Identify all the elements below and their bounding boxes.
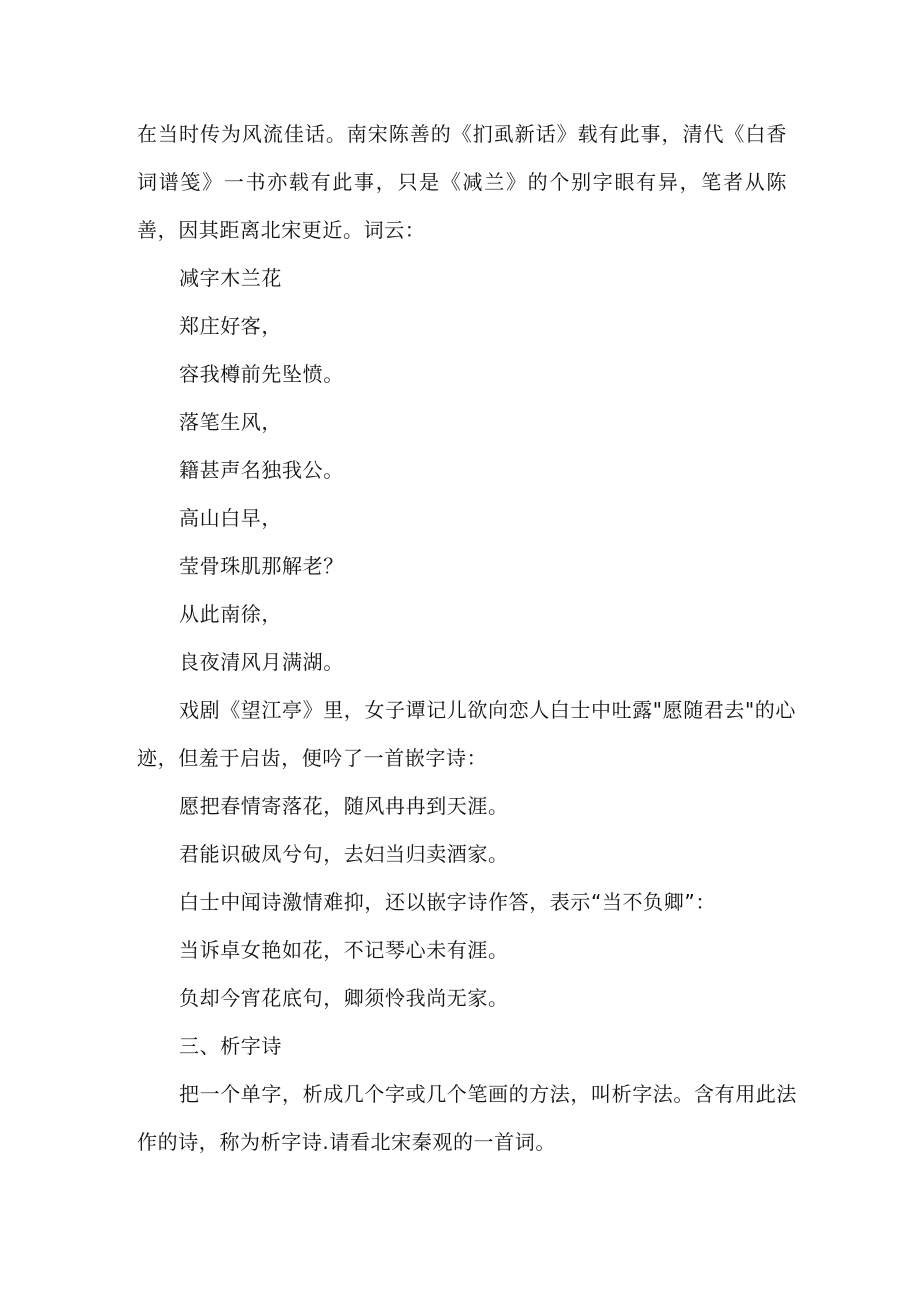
- poem-line: 籍甚声名独我公。: [179, 458, 344, 482]
- reply-poem-line: 当诉卓女艳如花，不记琴心未有涯。: [179, 938, 509, 962]
- poem-line: 郑庄好客，: [179, 314, 282, 338]
- paragraph-opera-line-1: 戏剧《望江亭》里，女子谭记儿欲向恋人白士中吐露"愿随君去"的心: [179, 698, 796, 722]
- poem-line: 从此南徐，: [179, 602, 282, 626]
- poem-line: 莹骨珠肌那解老？: [179, 554, 344, 578]
- paragraph-reply: 白士中闻诗激情难抑，还以嵌字诗作答，表示“当不负卿”：: [179, 890, 716, 914]
- poem-line: 容我樽前先坠愤。: [179, 362, 344, 386]
- paragraph-analysis-line-2: 作的诗，称为析字诗.请看北宋秦观的一首词。: [137, 1130, 556, 1154]
- reply-poem-line: 负却今宵花底句，卿须怜我尚无家。: [179, 986, 509, 1010]
- embedded-poem-line: 愿把春情寄落花，随风冉冉到天涯。: [179, 794, 509, 818]
- embedded-poem-line: 君能识破凤兮句，去妇当归卖酒家。: [179, 842, 509, 866]
- poem-title: 减字木兰花: [179, 266, 282, 290]
- body-text: [137, 110, 797, 1166]
- poem-line: 落笔生风，: [179, 410, 282, 434]
- paragraph-opera-line-2: 迹，但羞于启齿，便吟了一首嵌字诗：: [137, 746, 488, 770]
- paragraph-analysis-line-1: 把一个单字，析成几个字或几个笔画的方法，叫析字法。含有用此法: [179, 1082, 797, 1106]
- poem-line: 高山白早，: [179, 506, 282, 530]
- paragraph-intro: 在当时传为风流佳话。南宋陈善的《扪虱新话》载有此事，清代《白香词谱笺》一书亦载有此事，只是《减兰》的个别字眼有异，笔者从陈善，因其距离北宋更近。词云：: [137, 122, 787, 242]
- section-heading: 三、析字诗: [179, 1034, 282, 1058]
- poem-line: 良夜清风月满湖。: [179, 650, 344, 674]
